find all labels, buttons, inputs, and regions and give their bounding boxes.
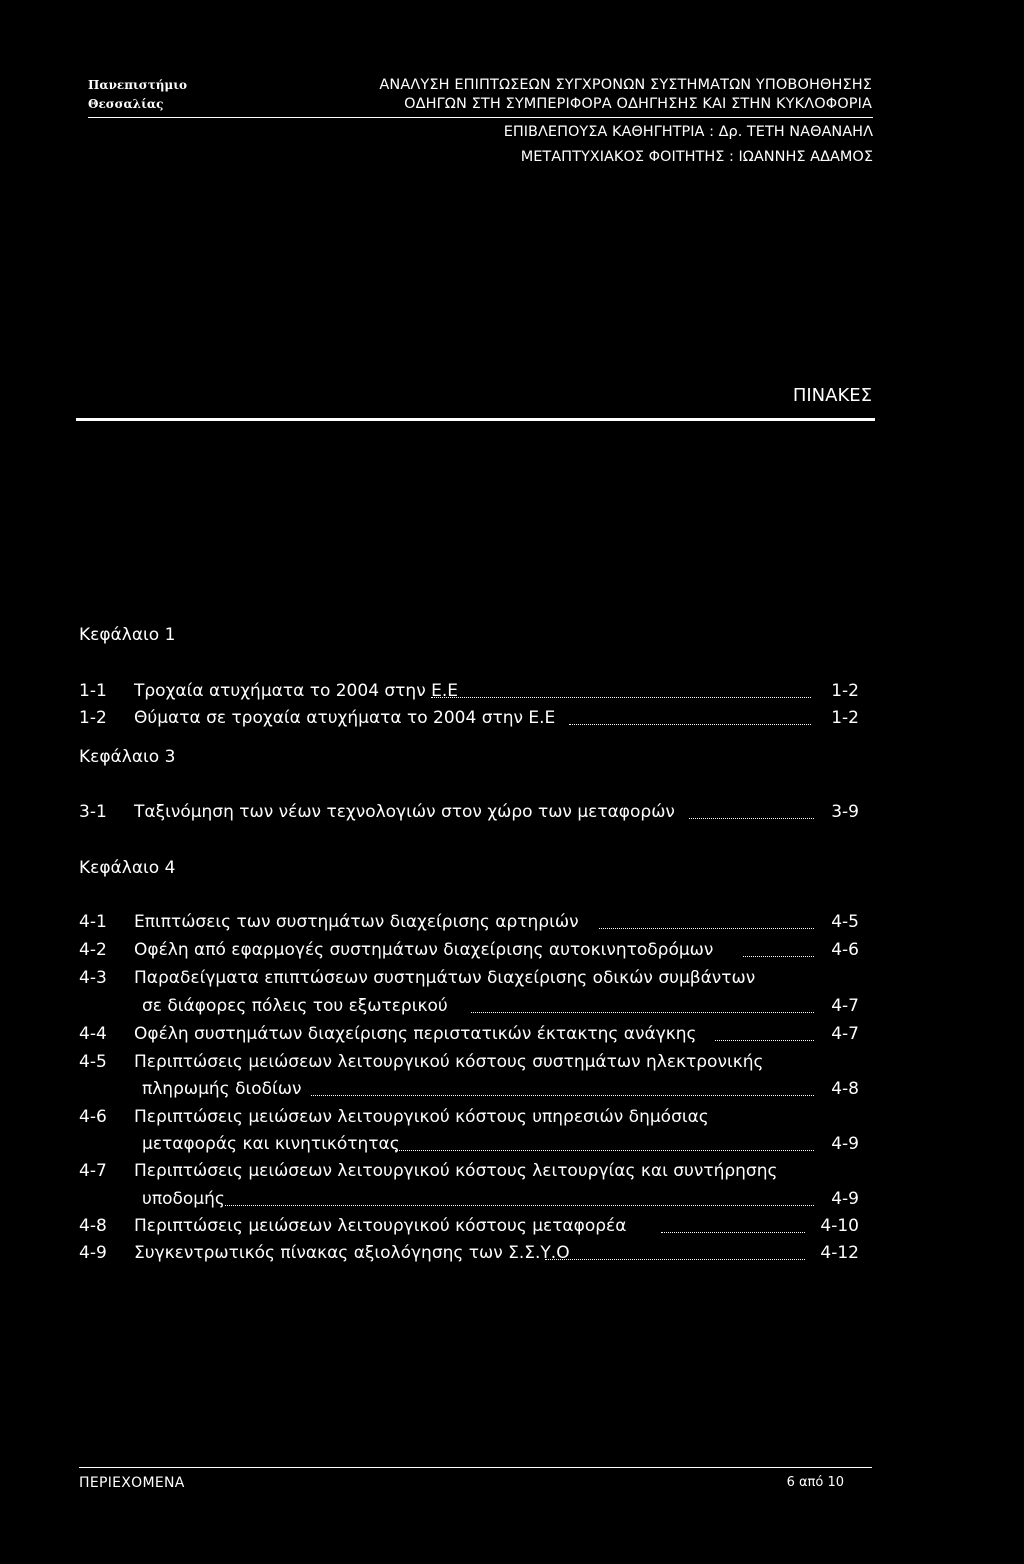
toc-entry-continuation[interactable] xyxy=(79,1189,869,1215)
entry-number: 4-9 xyxy=(79,1243,107,1263)
leader-dots xyxy=(599,928,814,929)
section-divider xyxy=(76,418,875,421)
leader-dots xyxy=(545,1259,805,1260)
toc-entry-continuation[interactable] xyxy=(79,996,869,1022)
entry-text: Παραδείγματα επιπτώσεων συστημάτων διαχείρισης οδικών συμβάντων xyxy=(134,968,756,988)
entry-page: 3-9 xyxy=(831,802,859,822)
thesis-credits xyxy=(88,120,873,170)
entry-number: 4-7 xyxy=(79,1161,107,1181)
thesis-title-line2: ΟΔΗΓΩΝ ΣΤΗ ΣΥΜΠΕΡΙΦΟΡΑ ΟΔΗΓΗΣΗΣ ΚΑΙ ΣΤΗΝ ΚΥΚΛΟΦΟΡΙΑ xyxy=(404,96,872,112)
footer-page-number: 6 από 10 xyxy=(786,1475,844,1490)
entry-page: 1-2 xyxy=(831,681,859,701)
leader-dots xyxy=(661,1232,805,1233)
toc-entry[interactable] xyxy=(79,708,869,734)
entry-page: 1-2 xyxy=(831,708,859,728)
thesis-title-line1: ΑΝΑΛΥΣΗ ΕΠΙΠΤΩΣΕΩΝ ΣΥΓΧΡΟΝΩΝ ΣΥΣΤΗΜΑΤΩΝ ΥΠΟΒΟΗΘΗΣΗΣ xyxy=(379,77,872,93)
entry-page: 4-7 xyxy=(831,996,859,1016)
leader-dots xyxy=(395,1150,814,1151)
entry-text: Τροχαία ατυχήματα το 2004 στην Ε.Ε xyxy=(134,681,458,701)
entry-text: Συγκεντρωτικός πίνακας αξιολόγησης των Σ.Σ.Υ.Ο xyxy=(134,1243,570,1263)
entry-page: 4-6 xyxy=(831,940,859,960)
thesis-title xyxy=(302,76,872,114)
toc-entry-continuation[interactable] xyxy=(79,1134,869,1160)
university-name-line1: Πανεπιστήμιο xyxy=(88,78,188,92)
entry-page: 4-9 xyxy=(831,1189,859,1209)
entry-page: 4-9 xyxy=(831,1134,859,1154)
chapter-heading-1: Κεφάλαιο 1 xyxy=(79,625,176,645)
chapter-heading-4: Κεφάλαιο 4 xyxy=(79,858,176,878)
toc-entry[interactable] xyxy=(79,1024,869,1050)
entry-text: Οφέλη από εφαρμογές συστημάτων διαχείρισης αυτοκινητοδρόμων xyxy=(134,940,714,960)
entry-text: Οφέλη συστημάτων διαχείρισης περιστατικών έκτακτης ανάγκης xyxy=(134,1024,697,1044)
entry-page: 4-8 xyxy=(831,1079,859,1099)
leader-dots xyxy=(569,724,811,725)
university-logo-text xyxy=(88,76,187,114)
toc-entry[interactable] xyxy=(79,1243,869,1269)
entry-text: Περιπτώσεις μειώσεων λειτουργικού κόστους λειτουργίας και συντήρησης xyxy=(134,1161,778,1181)
entry-number: 3-1 xyxy=(79,802,107,822)
entry-text-continuation: μεταφοράς και κινητικότητας xyxy=(142,1134,400,1154)
toc-entry[interactable] xyxy=(79,968,869,994)
entry-text: Περιπτώσεις μειώσεων λειτουργικού κόστους συστημάτων ηλεκτρονικής xyxy=(134,1052,764,1072)
entry-page: 4-5 xyxy=(831,912,859,932)
entry-page: 4-12 xyxy=(820,1243,859,1263)
entry-number: 4-6 xyxy=(79,1107,107,1127)
leader-dots xyxy=(689,818,814,819)
chapter-heading-3: Κεφάλαιο 3 xyxy=(79,747,176,767)
entry-number: 4-5 xyxy=(79,1052,107,1072)
entry-text: Επιπτώσεις των συστημάτων διαχείρισης αρτηριών xyxy=(134,912,579,932)
entry-number: 1-2 xyxy=(79,708,107,728)
toc-entry[interactable] xyxy=(79,1107,869,1133)
entry-number: 4-4 xyxy=(79,1024,107,1044)
toc-entry[interactable] xyxy=(79,1216,869,1242)
entry-text-continuation: υποδομής xyxy=(142,1189,225,1209)
leader-dots xyxy=(743,956,814,957)
entry-text-continuation: σε διάφορες πόλεις του εξωτερικού xyxy=(142,996,448,1016)
leader-dots xyxy=(471,1012,814,1013)
footer-section-label: ΠΕΡΙΕΧΟΜΕΝΑ xyxy=(79,1475,185,1491)
entry-text: Θύματα σε τροχαία ατυχήματα το 2004 στην Ε.Ε xyxy=(134,708,556,728)
entry-text-continuation: πληρωμής διοδίων xyxy=(142,1079,302,1099)
entry-number: 1-1 xyxy=(79,681,107,701)
entry-number: 4-1 xyxy=(79,912,107,932)
toc-entry[interactable] xyxy=(79,912,869,938)
entry-text: Περιπτώσεις μειώσεων λειτουργικού κόστους υπηρεσιών δημόσιας xyxy=(134,1107,709,1127)
toc-entry[interactable] xyxy=(79,802,869,828)
footer-divider xyxy=(79,1467,872,1468)
leader-dots xyxy=(715,1040,814,1041)
toc-entry[interactable] xyxy=(79,681,869,707)
entry-text: Ταξινόμηση των νέων τεχνολογιών στον χώρο των μεταφορών xyxy=(134,802,675,822)
header-divider xyxy=(88,117,873,118)
entry-page: 4-10 xyxy=(820,1216,859,1236)
toc-entry-continuation[interactable] xyxy=(79,1079,869,1105)
leader-dots xyxy=(431,697,811,698)
university-name-line2: Θεσσαλίας xyxy=(88,97,164,111)
toc-entry[interactable] xyxy=(79,1052,869,1078)
leader-dots xyxy=(225,1205,814,1206)
section-title: ΠΙΝΑΚΕΣ xyxy=(792,385,872,406)
toc-entry[interactable] xyxy=(79,940,869,966)
supervisor-line: ΕΠΙΒΛΕΠΟΥΣΑ ΚΑΘΗΓΗΤΡΙΑ : Δρ. ΤΕΤΗ ΝΑΘΑΝΑΗΛ xyxy=(503,124,873,140)
toc-entry[interactable] xyxy=(79,1161,869,1187)
student-line: ΜΕΤΑΠΤΥΧΙΑΚΟΣ ΦΟΙΤΗΤΗΣ : ΙΩΑΝΝΗΣ ΑΔΑΜΟΣ xyxy=(520,149,873,165)
entry-number: 4-2 xyxy=(79,940,107,960)
leader-dots xyxy=(311,1095,814,1096)
entry-number: 4-8 xyxy=(79,1216,107,1236)
entry-text: Περιπτώσεις μειώσεων λειτουργικού κόστους μεταφορέα xyxy=(134,1216,627,1236)
entry-number: 4-3 xyxy=(79,968,107,988)
entry-page: 4-7 xyxy=(831,1024,859,1044)
